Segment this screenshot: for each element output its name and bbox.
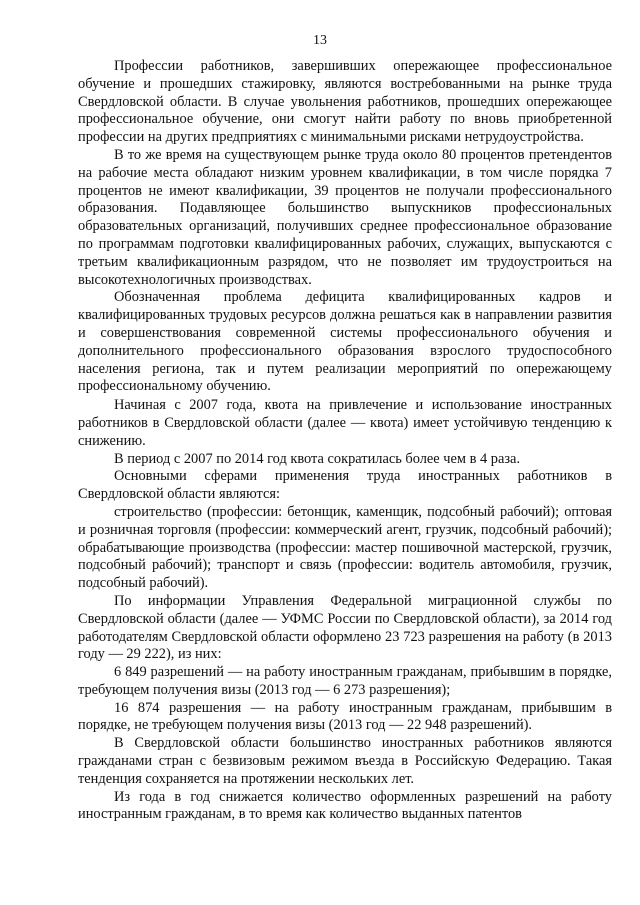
paragraph-visa-free-permits: 16 874 разрешения — на работу иностранным гражданам, прибывшим в порядке, не требующем получения визы (2013 год — 22 948 разрешений). — [78, 699, 612, 734]
paragraph-quota-trend: Начиная с 2007 года, квота на привлечение и использование иностранных работников в Свердловской области (далее — квота) имеет устойчивую тенденцию к снижению. — [78, 397, 612, 449]
paragraph-spheres-intro: Основными сферами применения труда иностранных работников в Свердловской области являются: — [78, 468, 612, 503]
paragraph-retraining-demand: Профессии работников, завершивших опережающее профессиональное обучение и прошедших стажировку, являются востребованными на рынке труда Свердловской области. В случае увольнения работников, прошедших опережающее профессиональное обучение, они смогут найти работу по вновь приобретенной профессии на других предприятиях с минимальными рисками нетрудоустройства. — [78, 58, 612, 146]
paragraph-fms-info: По информации Управления Федеральной миграционной службы по Свердловской области (далее — УФМС России по Свердловской области), за 2014 год работодателям Свердловской области оформлено 23 723 разрешения на работу (в 2013 году — 29 222), из них: — [78, 592, 612, 663]
paragraph-shortage-problem: Обозначенная проблема дефицита квалифицированных кадров и квалифицированных трудовых ресурсов должна решаться как в направлении развития и совершенствования современной системы профессионального обучения и дополнительного профессионального образования взрослого трудоспособного населения региона, так и путем реализации мероприятий по опережающему профессиональному обучению. — [78, 289, 612, 395]
paragraph-low-qualification: В то же время на существующем рынке труда около 80 процентов претендентов на рабочие места обладают низким уровнем квалификации, в том числе порядка 7 процентов не имеют квалификации, 39 процентов не получали профессионального образования. Подавляющее большинство выпускников профессиональных образовательных организаций, получивших среднее профессиональное образование по программам подготовки квалифицированных рабочих, служащих, выпускаются с третьим квалификационным разрядом, что не позволяет им трудоустроиться на высокотехнологичных производствах. — [78, 146, 612, 288]
page-number: 13 — [313, 33, 327, 48]
document-body — [78, 58, 612, 824]
paragraph-visa-permits: 6 849 разрешений — на работу иностранным гражданам, прибывшим в порядке, требующем получения визы (2013 год — 6 273 разрешения); — [78, 664, 612, 698]
paragraph-permits-decline: Из года в год снижается количество оформленных разрешений на работу иностранным гражданам, в то время как количество выданных патентов — [78, 788, 612, 823]
paragraph-quota-decrease: В период с 2007 по 2014 год квота сократилась более чем в 4 раза. — [114, 450, 521, 467]
paragraph-spheres-list: строительство (профессии: бетонщик, каменщик, подсобный рабочий); оптовая и розничная торговля (профессии: коммерческий агент, грузчик, подсобный рабочий); обрабатывающие производства (профессии: мастер пошивочной мастерской, грузчик, подсобный рабочий); транспорт и связь (профессии: водитель автомобиля, грузчик, подсобный рабочий). — [78, 503, 612, 592]
paragraph-visa-free-majority: В Свердловской области большинство иностранных работников являются гражданами стран с безвизовым режимом въезда в Российскую Федерацию. Такая тенденция сохраняется на протяжении нескольких лет. — [78, 735, 612, 787]
